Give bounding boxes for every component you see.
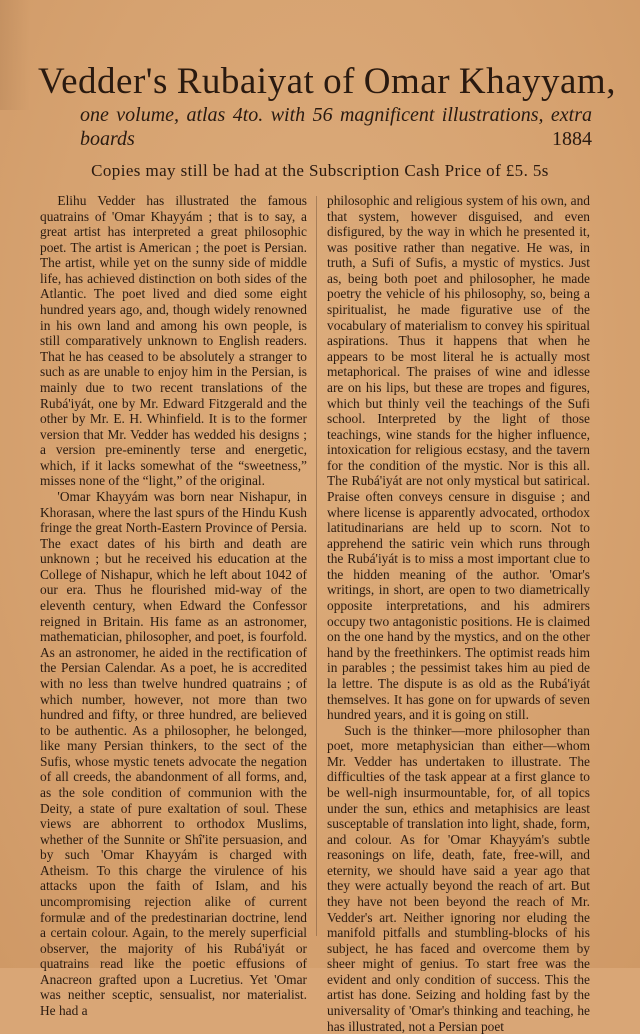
title-word: Vedder's — [38, 61, 168, 102]
edition-description — [80, 103, 592, 151]
column-divider — [316, 196, 317, 936]
title-word: Omar — [363, 61, 451, 102]
edition-line-1: one volume, atlas 4to. with 56 magnificent illustrations, extra — [80, 104, 592, 126]
publication-year: 1884 — [552, 128, 592, 150]
paragraph: 'Omar Khayyám was born near Nishapur, in Khorasan, where the last spurs of the Hindu Kush fringe the great North-Eastern Province of Persia. The exact dates of his birth and death are unknown ; but he received his education at the College of Nishapur, which he left about 1042 of our era. Thus he flourished mid-way of the eleventh century, when Edward the Confessor reigned in Britain. His fame as an astronomer, mathematician, philosopher, and poet, is fourfold. As an astronomer, he aided in the rectification of the Persian Calendar. As a poet, he is accredited with no less than twelve hundred quatrains ; of which number, however, not more than two hundred and fifty, or three hundred, are believed to be authentic. As a philosopher, he belonged, like many Persian thinkers, to the sect of the Sufis, whose mystic tenets advocate the negation of all creeds, the abandonment of all forms, and, as the sole condition of communion with the Deity, a state of pure exaltation of soul. These views are abhorrent to orthodox Muslims, whether of the Sunnite or Shî'ite persuasion, and by such 'Omar Khayyám is charged with Atheism. To this charge the virulence of his attacks upon the faith of Islam, and his uncompromising rejection alike of current formulæ and of the predestinarian doctrine, lend a certain colour. Again, to the merely superficial observer, the majority of his Rubá'iyát or quatrains read like the poetic effusions of Anacreon grafted upon a Lucretius. Yet 'Omar was neither sceptic, sensualist, nor materialist. He had a — [40, 488, 307, 1019]
title-word: Khayyam, — [458, 61, 616, 102]
binding-text: boards — [80, 128, 135, 150]
page-title — [38, 60, 616, 104]
title-word: of — [323, 61, 355, 102]
paper-damage — [0, 0, 30, 110]
article-column-left — [40, 193, 307, 1019]
edition-line-2 — [80, 127, 592, 151]
paragraph: Elihu Vedder has illustrated the famous quatrains of 'Omar Khayyám ; that is to say, a great artist has interpreted a great philosophic poet. The artist is American ; the poet is Persian. The artist, while yet on the sunny side of middle life, has achieved distinction on both sides of the Atlantic. The poet lived and died some eight hundred years ago, and, though widely renowned in his own land and among his own people, is still comparatively unknown to English readers. That he has ceased to be absolutely a stranger to such as are unable to enjoy him in the Persian, is mainly due to two recent translations of the Rubá'iyát, one by Mr. Edward Fitzgerald and the other by Mr. E. H. Whinfield. It is to the former version that Mr. Vedder has wedded his designs ; a version pre-eminently terse and energetic, which, if it lacks somewhat of the “sweetness,” misses none of the “light,” of the original. — [40, 193, 307, 489]
paragraph: philosophic and religious system of his own, and that system, however disguised, and even disfigured, by the way in which he presented it, was positive rather than negative. He was, in truth, a Sufi of Sufis, a mystic of mystics. Just as, being both poet and philosopher, he made poetry the vehicle of his philosophy, so, being a spiritualist, he made figurative use of the vocabulary of materialism to convey his spiritual aspirations. Thus it happens that when he appears to be most literal he is actually most metaphorical. The praises of wine and idlesse are on his lips, but these are tropes and figures, which but thinly veil the teachings of the Sufi school. Interpreted by the light of those teachings, wine stands for the higher influence, intoxication for religious ecstasy, and the tavern for the condition of the mystic. Nor is this all. The Rubá'iyát are not only mystical but satirical. Praise often conveys censure in disguise ; and where license is apparently advocated, orthodox latitudinarians are held up to scorn. Not to apprehend the satiric vein which runs through the Rubá'iyát is to miss a most important clue to the hidden meaning of the author. 'Omar's writings, in short, are open to two diametrically opposite interpretations, and his admirers occupy two antagonistic positions. He is claimed on the one hand by the mystics, and on the other hand by the freethinkers. The optimist reads him in parables ; the pessimist takes him au pied de la lettre. The dispute is as old as the Rubá'iyát themselves. It has gone on for upwards of seven hundred years, and it is going on still. — [327, 193, 590, 723]
price-notice: Copies may still be had at the Subscription Cash Price of £5. 5s — [91, 161, 549, 180]
paragraph: Such is the thinker—more philosopher than poet, more metaphysician than either—whom Mr. Vedder has undertaken to illustrate. The difficulties of the task appear at a first glance to be well-nigh insurmountable, for, of all topics under the sun, ethics and metaphisics are least susceptable of translation into light, shade, form, and colour. As for 'Omar Khayyám's subtle reasonings on life, death, fate, free-will, and eternity, we should have said a year ago that they were actually beyond the reach of art. But they have not been beyond the reach of Mr. Vedder's art. Neither ignoring nor eluding the manifold pitfalls and stumbling-blocks of his subject, he has faced and overcome them by sheer might of genius. To start free was the evident and only condition of success. This the artist has done. Seizing and holding fast by the universality of 'Omar's thinking and teaching, he has illustrated, not a Persian poet — [327, 722, 590, 1034]
article-column-right — [327, 193, 590, 1034]
title-word: Rubaiyat — [176, 61, 315, 102]
